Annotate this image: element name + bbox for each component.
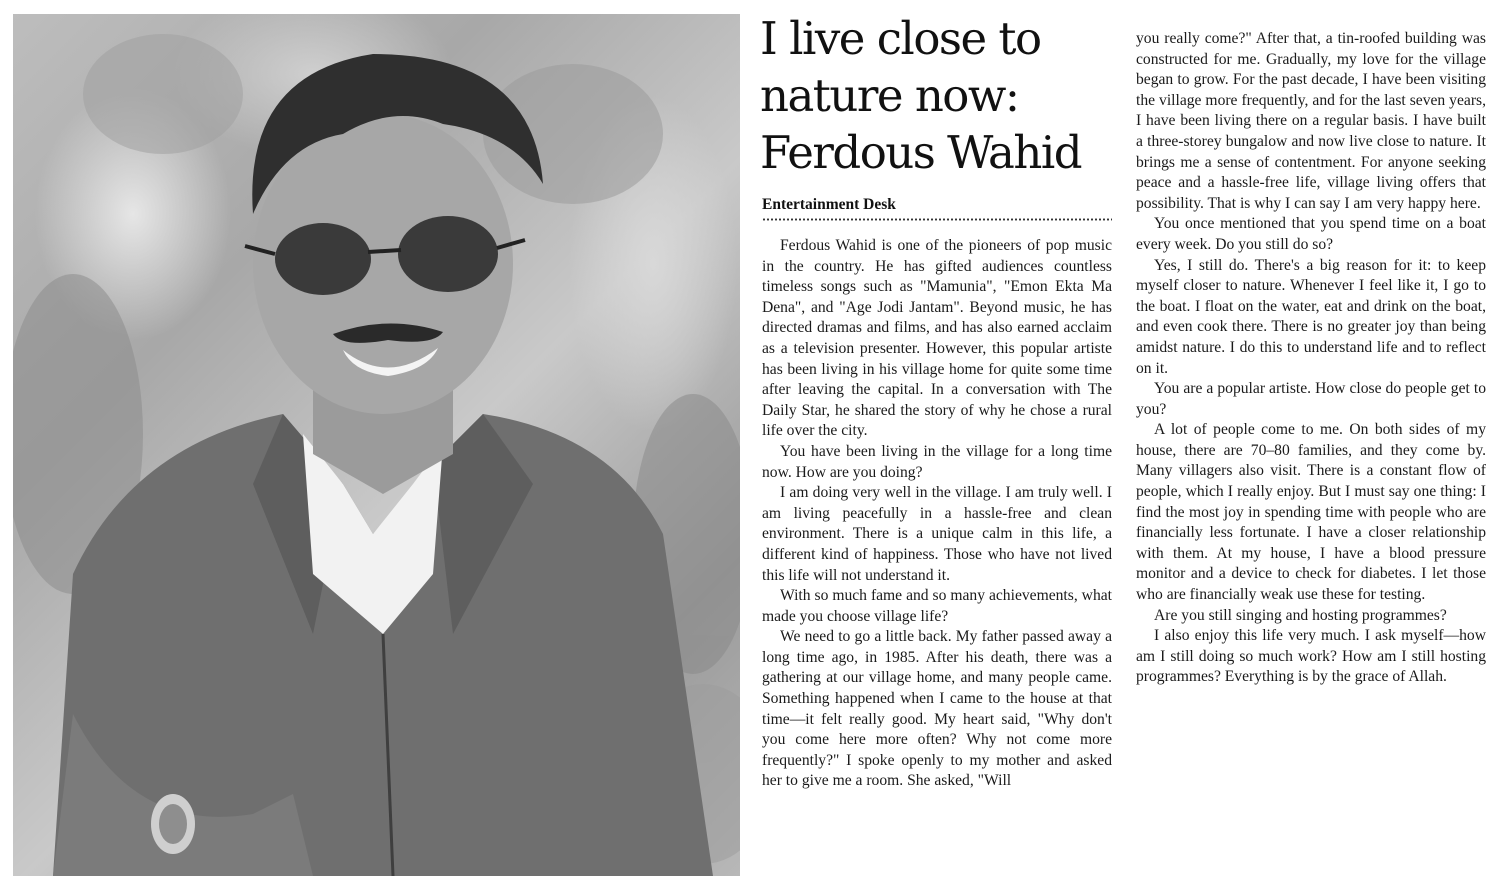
article-paragraph: I am doing very well in the village. I am truly well. I am living peacefully in a hassle-free and clean environment. There is a unique calm in this life, a different kind of happiness. Those who have not lived this life will not understand it. — [762, 484, 1112, 584]
article-column-1 — [762, 236, 1112, 792]
article-paragraph-continued: you really come?" After that, a tin-roofed building was constructed for me. Gradually, my love for the village began to grow. For the past decade, I have been visiting the village more frequently, and for the last seven years, I have been living there on a regular basis. I have built a three-storey bungalow and now live close to nature. It brings me a sense of contentment. For anyone seeking peace and a hassle-free life, village living offers that possibility. That is why I can say I am very happy here. — [1136, 30, 1486, 212]
dotted-divider — [762, 218, 1112, 221]
article-question: You are a popular artiste. How close do people get to you? — [1136, 380, 1486, 418]
article-question: You have been living in the village for a long time now. How are you doing? — [762, 442, 1112, 481]
portrait-photo — [13, 14, 740, 876]
article-question: With so much fame and so many achievements, what made you choose village life? — [762, 587, 1112, 625]
article-byline: Entertainment Desk — [762, 196, 896, 213]
article-paragraph: Yes, I still do. There's a big reason for it: to keep myself closer to nature. Whenever I feel like it, I go to the boat. I float on the water, eat and drink on the boat, and even cook there. There is no greater joy than being amidst nature. I do this to understand life and to reflect on it. — [1136, 256, 1486, 377]
article-paragraph: We need to go a little back. My father passed away a long time ago, in 1985. After his death, there was a gathering at our village home, and many people came. Something happened when I came to the house at that time—it felt really good. My heart said, "Why don't you come here more often? Why not come more frequently?" I spoke openly to my mother and asked her to give me a room. She asked, "Will — [762, 628, 1112, 790]
article-paragraph: A lot of people come to me. On both sides of my house, there are 70–80 families, and they come by. Many villagers also visit. There is a constant flow of people, which I really enjoy. But I must say one thing: I find the most joy in spending time with people who are financially less fortunate. I have a closer relationship with them. At my house, I have a blood pressure monitor and a device to check for diabetes. I let those who are financially weak use these for testing. — [1136, 421, 1486, 604]
article-column-2 — [1136, 29, 1486, 688]
article-paragraph: I also enjoy this life very much. I ask myself—how am I still doing so much work? How am I still hosting programmes? Everything is by the grace of Allah. — [1136, 627, 1486, 686]
article-headline: I live close to nature now: Ferdous Wahid — [760, 12, 1082, 179]
article-question: You once mentioned that you spend time on a boat every week. Do you still do so? — [1136, 215, 1486, 253]
article-question: Are you still singing and hosting programmes? — [1154, 606, 1447, 624]
article-paragraph: Ferdous Wahid is one of the pioneers of pop music in the country. He has gifted audiences countless timeless songs such as "Mamunia", "Emon Ekta Ma Dena", and "Age Jodi Jantam". Beyond music, he has directed dramas and films, and has also earned acclaim as a television presenter. However, this popular artiste has been living in his village home for quite some time after leaving the capital. In a conversation with The Daily Star, he shared the story of why he chose a rural life over the city. — [762, 237, 1112, 440]
